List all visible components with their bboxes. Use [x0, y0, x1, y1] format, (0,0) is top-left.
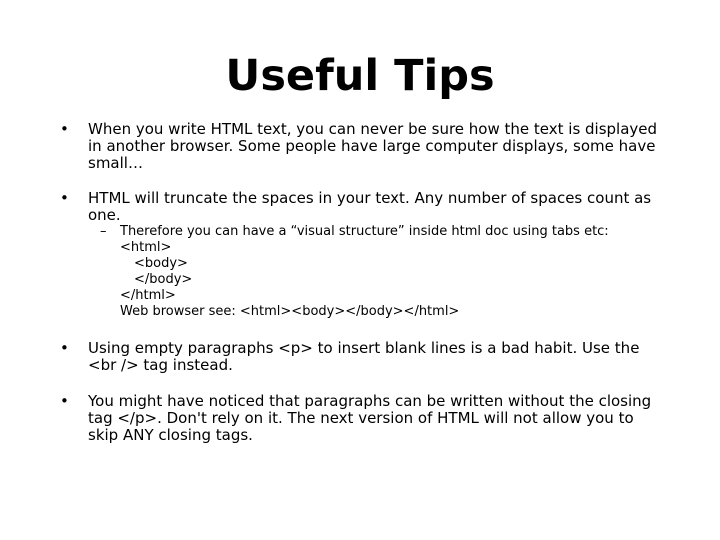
- slide-title: Useful Tips: [225, 51, 495, 101]
- code-line: </html>: [120, 288, 176, 303]
- bullet-text: You might have noticed that paragraphs can be written without the closing tag </p>. Don't rely on it. The next version of HTML will not allow you to skip ANY closing tags.: [88, 392, 652, 444]
- bullet-text: When you write HTML text, you can never be sure how the text is displayed in another browser. Some people have large computer displays, some have small…: [88, 120, 658, 172]
- bullet-icon: •: [60, 392, 69, 410]
- code-line: </body>: [134, 272, 193, 287]
- bullet-icon: •: [60, 339, 69, 357]
- dash-icon: –: [100, 224, 107, 239]
- code-line: <body>: [134, 256, 188, 271]
- code-line: Web browser see: <html><body></body></html>: [120, 304, 460, 319]
- bullet-text: Using empty paragraphs <p> to insert blank lines is a bad habit. Use the <br /> tag instead.: [88, 339, 640, 374]
- bullet-icon: •: [60, 189, 69, 207]
- bullet-icon: •: [60, 120, 69, 138]
- bullet-text: HTML will truncate the spaces in your text. Any number of spaces count as one.: [88, 189, 652, 224]
- code-line: <html>: [120, 240, 172, 255]
- sub-text: Therefore you can have a “visual structure” inside html doc using tabs etc:: [120, 224, 609, 239]
